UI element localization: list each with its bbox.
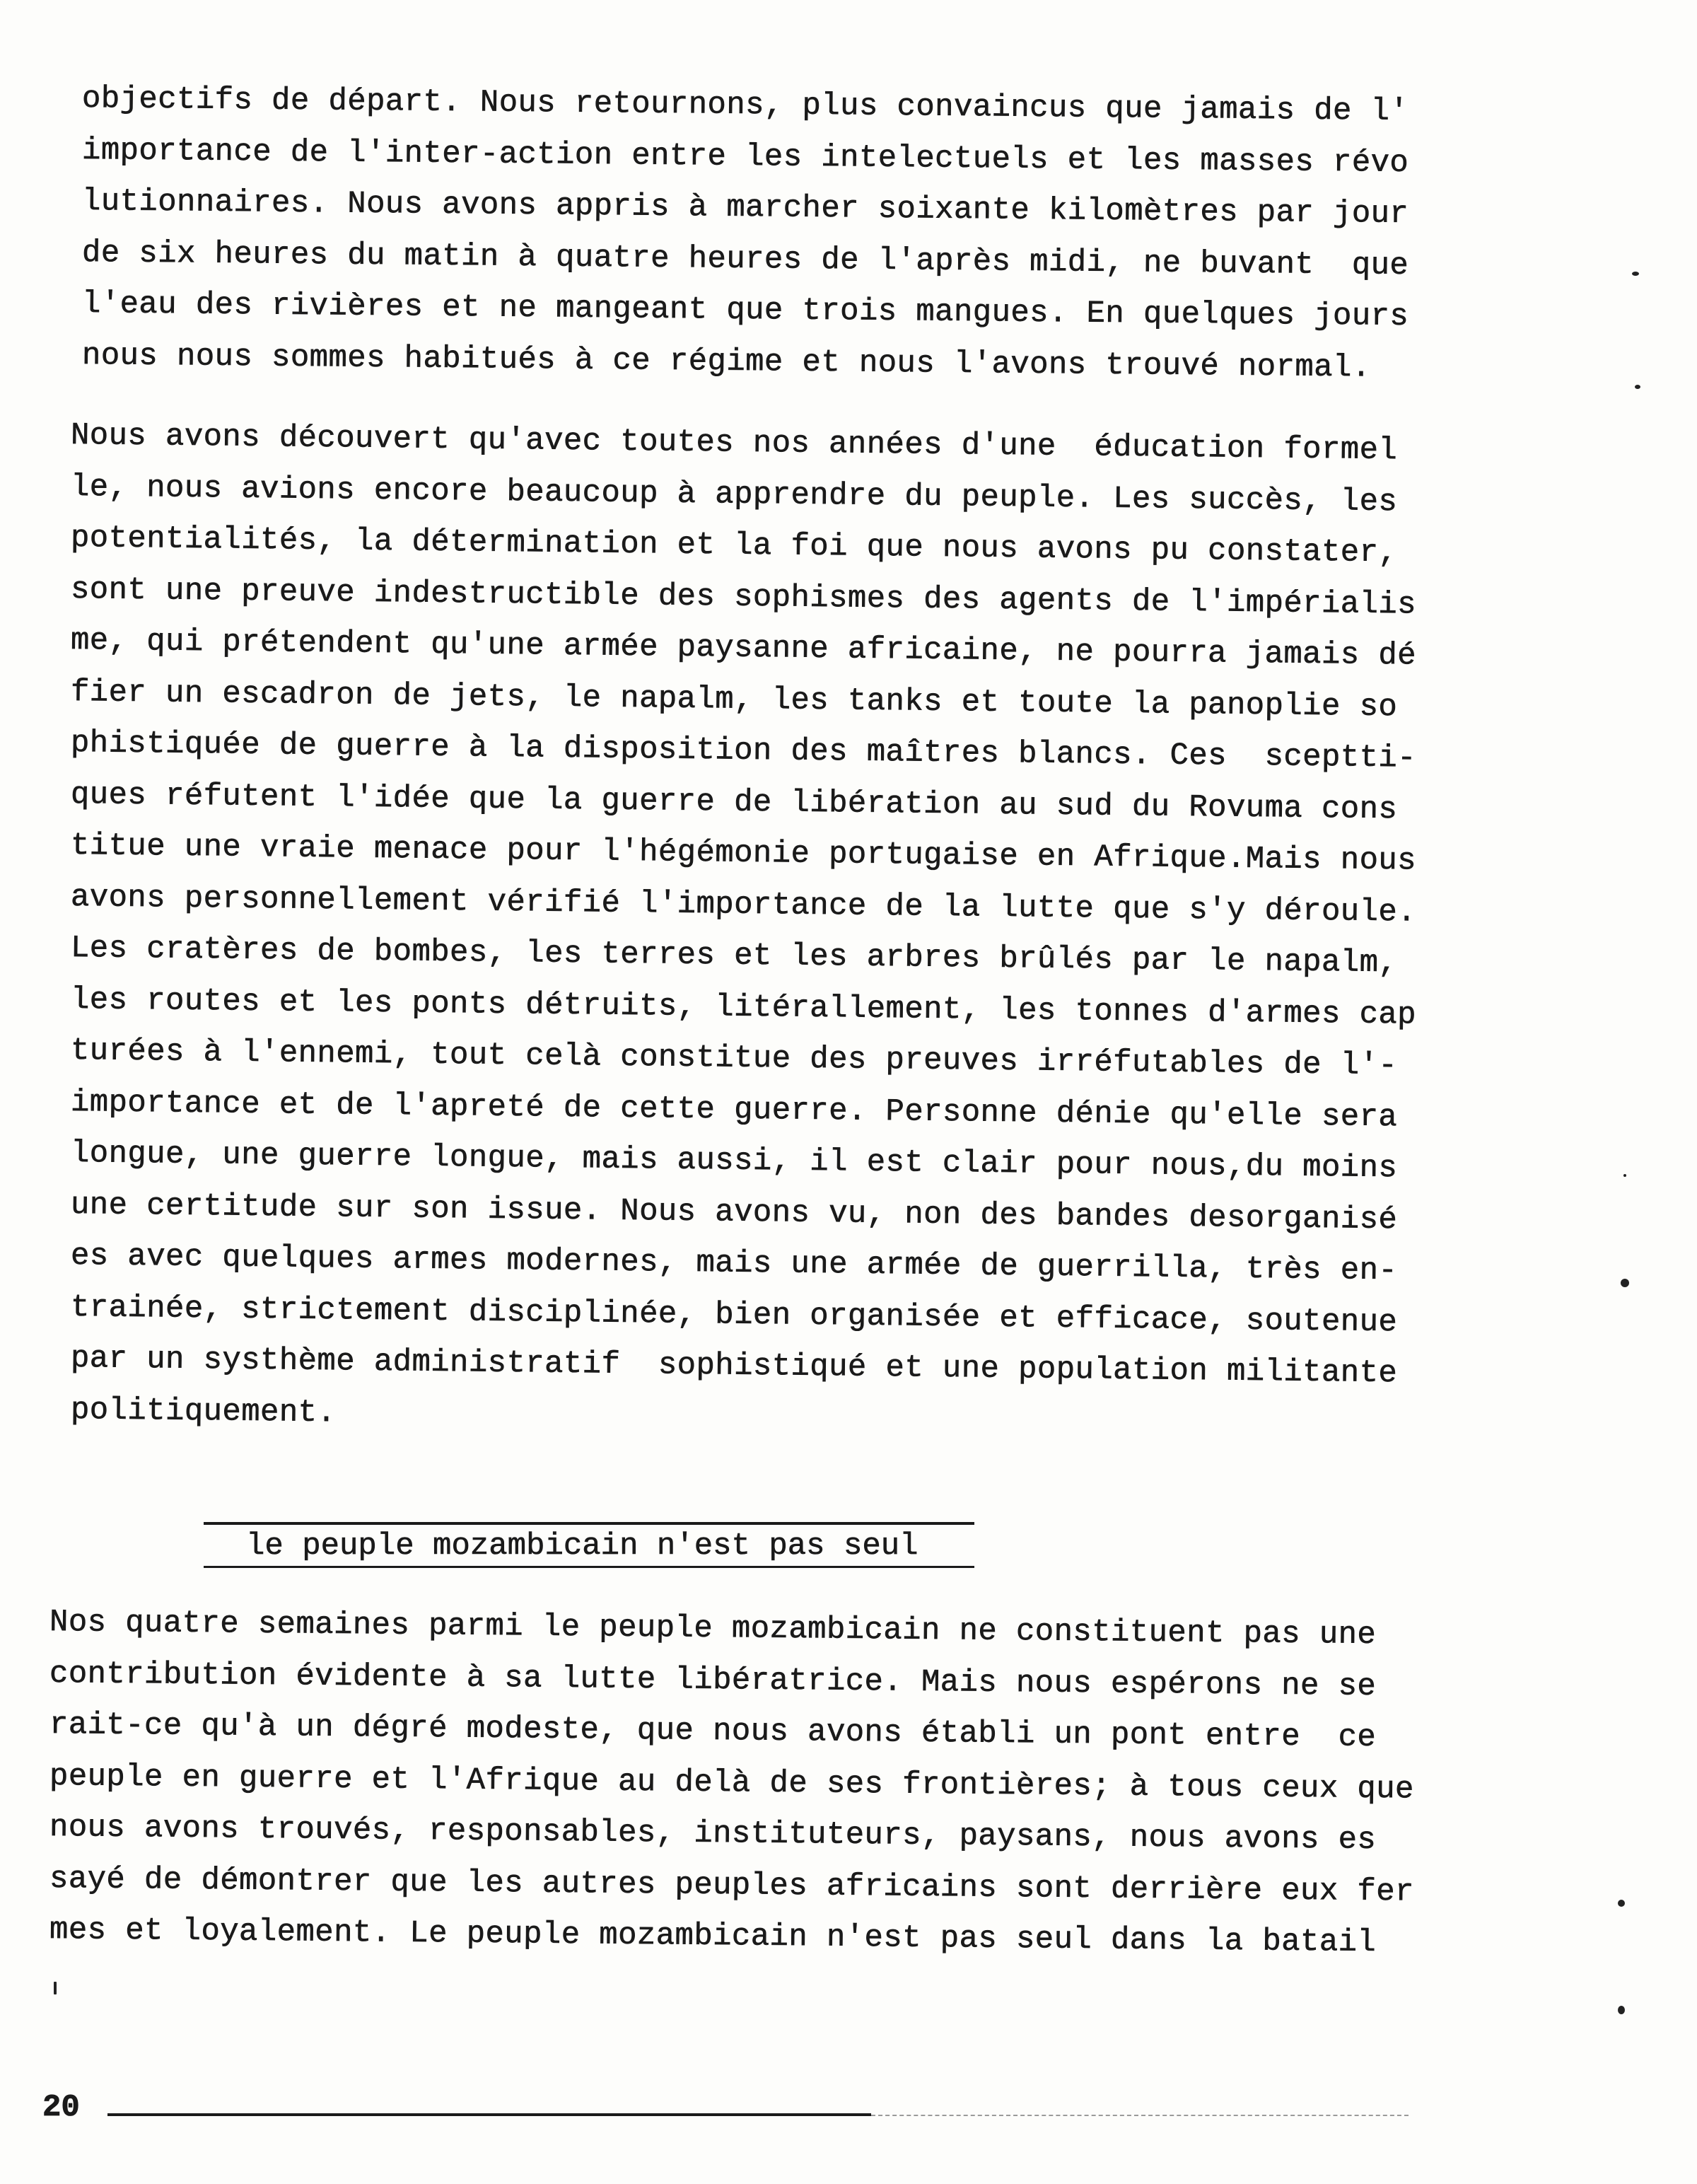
scan-speck — [54, 1982, 57, 1994]
text-line: sayé de démontrer que les autres peuples africains sont derrière eux fer — [49, 1861, 1415, 1910]
text-line: de six heures du matin à quatre heures de l'après midi, ne buvant que — [81, 235, 1409, 284]
text-line: turées à l'ennemi, tout celà constitue des preuves irréfutables de l'- — [70, 1033, 1398, 1084]
text-line: le, nous avions encore beaucoup à apprendre du peuple. Les succès, les — [70, 469, 1398, 520]
paragraph-3 — [49, 1597, 1415, 1961]
text-line: nous avons trouvés, responsables, instituteurs, paysans, nous avons es — [49, 1810, 1377, 1859]
heading-rule-top — [204, 1522, 974, 1525]
scan-speck — [1635, 385, 1640, 389]
text-line: fier un escadron de jets, le napalm, les tanks et toute la panoplie so — [70, 674, 1398, 725]
text-line: mes et loyalement. Le peuple mozambicain n'est pas seul dans la batail — [49, 1912, 1377, 1961]
text-line: peuple en guerre et l'Afrique au delà de ses frontières; à tous ceux que — [49, 1758, 1415, 1808]
text-line: Nous avons découvert qu'avec toutes nos années d'une éducation formel — [70, 418, 1398, 469]
text-line: nous nous sommes habitués à ce régime et nous l'avons trouvé normal. — [81, 337, 1371, 385]
text-line: longue, une guerre longue, mais aussi, il est clair pour nous,du moins — [70, 1136, 1398, 1187]
text-line: es avec quelques armes modernes, mais une armée de guerrilla, très en- — [70, 1238, 1398, 1289]
text-line: avons personnellement vérifié l'importance de la lutte que s'y déroule. — [70, 879, 1417, 931]
text-line: titue une vraie menace pour l'hégémonie portugaise en Afrique.Mais nous — [70, 828, 1417, 879]
text-line: Les cratères de bombes, les terres et les arbres brûlés par le napalm, — [70, 931, 1398, 982]
page-number: 20 — [42, 2090, 80, 2125]
text-line: par un systhème administratif sophistiqué et une population militante — [70, 1341, 1398, 1392]
text-line: me, qui prétendent qu'une armée paysanne africaine, ne pourra jamais dé — [70, 623, 1417, 674]
text-line: ques réfutent l'idée que la guerre de libération au sud du Rovuma cons — [70, 777, 1398, 827]
text-line: importance et de l'apreté de cette guerre. Personne dénie qu'elle sera — [70, 1084, 1398, 1135]
text-line: objectifs de départ. Nous retournons, plus convaincus que jamais de l' — [81, 81, 1409, 130]
text-line: sont une preuve indestructible des sophismes des agents de l'impérialis — [70, 571, 1417, 623]
text-line: phistiquée de guerre à la disposition des maîtres blancs. Ces sceptti- — [70, 726, 1417, 777]
text-line: politiquement. — [70, 1392, 337, 1431]
scan-speck — [1632, 272, 1639, 276]
text-line: importance de l'inter-action entre les intelectuels et les masses révo — [81, 132, 1409, 181]
heading-underline — [204, 1566, 974, 1568]
scan-speck — [1618, 2006, 1625, 2014]
paragraph-1 — [81, 74, 1409, 385]
text-line: rait-ce qu'à un dégré modeste, que nous avons établi un pont entre ce — [49, 1707, 1377, 1756]
scan-speck — [1621, 1279, 1629, 1287]
text-line: trainée, strictement disciplinée, bien organisée et efficace, soutenue — [70, 1289, 1398, 1340]
scan-speck — [1623, 1174, 1626, 1177]
text-line: potentialités, la détermination et la foi que nous avons pu constater, — [70, 521, 1398, 571]
footer-rule — [107, 2113, 871, 2116]
page-footer — [42, 2090, 1428, 2125]
text-line: contribution évidente à sa lutte libératrice. Mais nous espérons ne se — [49, 1656, 1377, 1704]
paragraph-2 — [71, 410, 1416, 1436]
text-line: l'eau des rivières et ne mangeant que trois mangues. En quelques jours — [81, 286, 1409, 335]
text-line: les routes et les ponts détruits, litérallement, les tonnes d'armes cap — [70, 982, 1417, 1033]
text-line: une certitude sur son issue. Nous avons vu, non des bandes desorganisé — [70, 1187, 1398, 1238]
scan-speck — [1618, 1900, 1625, 1907]
section-heading: le peuple mozambicain n'est pas seul — [246, 1528, 919, 1564]
text-line: lutionnaires. Nous avons appris à marcher soixante kilomètres par jour — [81, 184, 1409, 233]
footer-rule-faint — [871, 2115, 1409, 2116]
text-line: Nos quatre semaines parmi le peuple mozambicain ne constituent pas une — [49, 1605, 1377, 1654]
